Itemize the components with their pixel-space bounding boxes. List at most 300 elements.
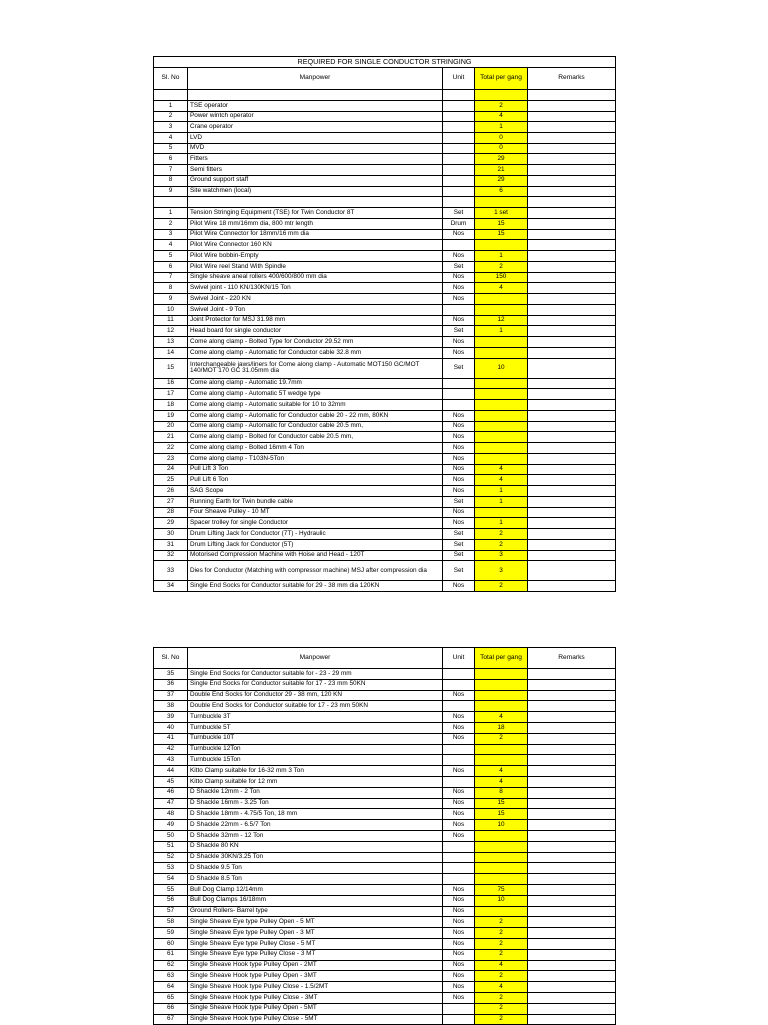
remarks-cell <box>528 539 616 550</box>
manpower-cell: Single Sheave Hook type Pulley Close - 5MT <box>188 1014 443 1025</box>
unit-cell: Set <box>443 529 475 540</box>
unit-cell: Nos <box>443 798 475 809</box>
total-cell: 21 <box>475 165 528 176</box>
unit-cell <box>443 143 475 154</box>
table-row <box>154 971 616 982</box>
table-part-2 <box>153 647 616 1025</box>
total-cell: 3 <box>475 561 528 581</box>
sl-no-cell: 2 <box>154 111 188 122</box>
sl-no-cell: 12 <box>154 326 188 337</box>
total-cell: 29 <box>475 175 528 186</box>
manpower-cell: Pilot Wire bobbin-Empty <box>188 251 443 262</box>
manpower-cell: Single End Socks for Conductor suitable for - 23 - 29 mm <box>188 669 443 680</box>
total-cell <box>475 744 528 755</box>
unit-cell: Nos <box>443 443 475 454</box>
empty-cell <box>528 90 616 101</box>
unit-cell <box>443 679 475 690</box>
total-cell: 15 <box>475 798 528 809</box>
remarks-cell <box>528 690 616 701</box>
table-row <box>154 518 616 529</box>
remarks-cell <box>528 550 616 561</box>
remarks-cell <box>528 733 616 744</box>
unit-cell: Nos <box>443 787 475 798</box>
sl-no-cell: 63 <box>154 971 188 982</box>
sl-no-cell: 56 <box>154 895 188 906</box>
manpower-cell: MVD <box>188 143 443 154</box>
total-cell: 2 <box>475 928 528 939</box>
remarks-cell <box>528 518 616 529</box>
table-row <box>154 906 616 917</box>
remarks-cell <box>528 218 616 229</box>
unit-cell <box>443 304 475 315</box>
remarks-cell <box>528 378 616 389</box>
unit-cell: Nos <box>443 971 475 982</box>
sl-no-cell: 58 <box>154 917 188 928</box>
manpower-cell: TSE operator <box>188 101 443 112</box>
table-row <box>154 776 616 787</box>
sl-no-cell: 9 <box>154 294 188 305</box>
unit-cell <box>443 186 475 197</box>
sl-no-cell: 13 <box>154 337 188 348</box>
remarks-cell <box>528 679 616 690</box>
sl-no-cell: 9 <box>154 186 188 197</box>
sl-no-cell: 60 <box>154 938 188 949</box>
unit-cell: Set <box>443 358 475 378</box>
header-total-per-gang: Total per gang <box>475 68 528 90</box>
manpower-cell: Turnbuckle 15Ton <box>188 755 443 766</box>
table-row <box>154 378 616 389</box>
manpower-cell: Drum Lifting Jack for Conductor (7T) - Hydraulic <box>188 529 443 540</box>
unit-cell <box>443 240 475 251</box>
table-row <box>154 421 616 432</box>
manpower-cell: Bull Dog Clamp 12/14mm <box>188 884 443 895</box>
unit-cell <box>443 101 475 112</box>
manpower-cell: LVD <box>188 133 443 144</box>
table-row <box>154 841 616 852</box>
sl-no-cell: 33 <box>154 561 188 581</box>
remarks-cell <box>528 776 616 787</box>
remarks-cell <box>528 101 616 112</box>
remarks-cell <box>528 874 616 885</box>
manpower-cell: Swivel Joint - 220 KN <box>188 294 443 305</box>
total-cell: 3 <box>475 550 528 561</box>
header-manpower: Manpower <box>188 648 443 669</box>
sl-no-cell: 11 <box>154 315 188 326</box>
table-row <box>154 133 616 144</box>
manpower-cell: Ground Rollers- Barrel type <box>188 906 443 917</box>
total-cell <box>475 240 528 251</box>
table-row <box>154 701 616 712</box>
sl-no-cell: 7 <box>154 165 188 176</box>
sl-no-cell: 23 <box>154 453 188 464</box>
sl-no-cell: 31 <box>154 539 188 550</box>
remarks-cell <box>528 111 616 122</box>
remarks-cell <box>528 906 616 917</box>
unit-cell <box>443 776 475 787</box>
header-unit: Unit <box>443 68 475 90</box>
table-row <box>154 464 616 475</box>
empty-cell <box>154 90 188 101</box>
total-cell: 1 <box>475 251 528 262</box>
table-row <box>154 690 616 701</box>
table-row <box>154 101 616 112</box>
manpower-cell: Single Sheave Hook type Pulley Open - 5MT <box>188 1003 443 1014</box>
total-cell <box>475 906 528 917</box>
table-row <box>154 283 616 294</box>
sl-no-cell: 55 <box>154 884 188 895</box>
table-row <box>154 122 616 133</box>
manpower-cell: Pilot Wire Connector for 18mm/16 mm dia <box>188 229 443 240</box>
sl-no-cell: 46 <box>154 787 188 798</box>
total-cell: 2 <box>475 1014 528 1025</box>
manpower-cell: Kitto Clamp suitable for 12 mm <box>188 776 443 787</box>
table-title: REQUIRED FOR SINGLE CONDUCTOR STRINGING <box>154 57 616 68</box>
total-cell: 15 <box>475 218 528 229</box>
table-row <box>154 539 616 550</box>
manpower-cell: D Shackle 80 KN <box>188 841 443 852</box>
manpower-cell: D Shackle 32mm - 12 Ton <box>188 830 443 841</box>
unit-cell <box>443 744 475 755</box>
remarks-cell <box>528 938 616 949</box>
sl-no-cell: 52 <box>154 852 188 863</box>
unit-cell: Nos <box>443 949 475 960</box>
unit-cell: Set <box>443 326 475 337</box>
sl-no-cell: 30 <box>154 529 188 540</box>
remarks-cell <box>528 304 616 315</box>
sl-no-cell: 3 <box>154 122 188 133</box>
manpower-cell: Single Sheave Hook type Pulley Open - 2MT <box>188 960 443 971</box>
table-row <box>154 884 616 895</box>
remarks-cell <box>528 143 616 154</box>
remarks-cell <box>528 841 616 852</box>
unit-cell: Nos <box>443 518 475 529</box>
sl-no-cell: 7 <box>154 272 188 283</box>
manpower-cell: Crane operator <box>188 122 443 133</box>
unit-cell <box>443 175 475 186</box>
manpower-cell: Fitters <box>188 154 443 165</box>
table-row <box>154 1003 616 1014</box>
manpower-cell: Pull Lift 3 Ton <box>188 464 443 475</box>
empty-cell <box>475 90 528 101</box>
table-row <box>154 453 616 464</box>
table-row <box>154 251 616 262</box>
unit-cell <box>443 852 475 863</box>
total-cell: 10 <box>475 895 528 906</box>
remarks-cell <box>528 820 616 831</box>
remarks-cell <box>528 294 616 305</box>
empty-cell <box>188 197 443 208</box>
unit-cell: Set <box>443 550 475 561</box>
sl-no-cell: 41 <box>154 733 188 744</box>
remarks-cell <box>528 581 616 592</box>
unit-cell <box>443 389 475 400</box>
manpower-cell: Semi fitters <box>188 165 443 176</box>
total-cell: 1 <box>475 486 528 497</box>
unit-cell: Nos <box>443 895 475 906</box>
sl-no-cell: 5 <box>154 143 188 154</box>
unit-cell: Nos <box>443 486 475 497</box>
total-cell: 4 <box>475 960 528 971</box>
table-row <box>154 949 616 960</box>
sl-no-cell: 62 <box>154 960 188 971</box>
remarks-cell <box>528 261 616 272</box>
manpower-cell: D Shackle 8.5 Ton <box>188 874 443 885</box>
remarks-cell <box>528 863 616 874</box>
unit-cell: Nos <box>443 712 475 723</box>
total-cell <box>475 830 528 841</box>
manpower-cell: Single Sheave Eye type Pulley Close - 3 MT <box>188 949 443 960</box>
table-row <box>154 389 616 400</box>
sl-no-cell: 40 <box>154 722 188 733</box>
table-row <box>154 744 616 755</box>
sl-no-cell: 17 <box>154 389 188 400</box>
total-cell: 2 <box>475 992 528 1003</box>
sl-no-cell: 39 <box>154 712 188 723</box>
manpower-cell: Single sheave aneal rollers 400/600/800 mm dia <box>188 272 443 283</box>
unit-cell: Set <box>443 539 475 550</box>
sl-no-cell: 28 <box>154 507 188 518</box>
manpower-cell: Motorised Compression Machine with Hoise and Head - 120T <box>188 550 443 561</box>
unit-cell <box>443 133 475 144</box>
unit-cell <box>443 701 475 712</box>
remarks-cell <box>528 486 616 497</box>
manpower-cell: Interchangeable jaws/liners for Come along clamp - Automatic MOT150 GC/MOT 140/MOT 170 GC 31.05mm dia <box>188 358 443 378</box>
remarks-cell <box>528 464 616 475</box>
unit-cell: Nos <box>443 410 475 421</box>
table-row <box>154 475 616 486</box>
total-cell <box>475 304 528 315</box>
remarks-cell <box>528 154 616 165</box>
remarks-cell <box>528 496 616 507</box>
remarks-cell <box>528 229 616 240</box>
table-row <box>154 863 616 874</box>
total-cell <box>475 432 528 443</box>
unit-cell: Nos <box>443 733 475 744</box>
manpower-cell: Site watchmen (local) <box>188 186 443 197</box>
remarks-cell <box>528 809 616 820</box>
header-sl-no: Sl. No <box>154 648 188 669</box>
sl-no-cell: 3 <box>154 229 188 240</box>
sl-no-cell: 19 <box>154 410 188 421</box>
sl-no-cell: 44 <box>154 766 188 777</box>
total-cell <box>475 337 528 348</box>
remarks-cell <box>528 165 616 176</box>
remarks-cell <box>528 186 616 197</box>
header-remarks: Remarks <box>528 68 616 90</box>
manpower-cell: Come along clamp - Bolted 16mm 4 Ton <box>188 443 443 454</box>
manpower-cell: Single Sheave Hook type Pulley Open - 3MT <box>188 971 443 982</box>
manpower-cell: Come along clamp - T103N-5Ton <box>188 453 443 464</box>
remarks-cell <box>528 669 616 680</box>
empty-cell <box>188 90 443 101</box>
table-row <box>154 111 616 122</box>
unit-cell: Nos <box>443 475 475 486</box>
manpower-cell: Single Sheave Eye type Pulley Open - 3 MT <box>188 928 443 939</box>
remarks-cell <box>528 389 616 400</box>
empty-cell <box>154 197 188 208</box>
unit-cell: Nos <box>443 830 475 841</box>
total-cell <box>475 507 528 518</box>
manpower-cell: D Shackle 12mm - 2 Ton <box>188 787 443 798</box>
total-cell: 6 <box>475 186 528 197</box>
manpower-cell: Come along clamp - Bolted for Conductor cable 20.5 mm, <box>188 432 443 443</box>
sl-no-cell: 64 <box>154 982 188 993</box>
remarks-cell <box>528 400 616 411</box>
total-cell: 10 <box>475 358 528 378</box>
total-cell: 4 <box>475 766 528 777</box>
total-cell: 12 <box>475 315 528 326</box>
total-cell <box>475 852 528 863</box>
table-row <box>154 261 616 272</box>
manpower-cell: D Shackle 16mm - 3.25 Ton <box>188 798 443 809</box>
total-cell <box>475 679 528 690</box>
unit-cell <box>443 1014 475 1025</box>
total-cell: 2 <box>475 1003 528 1014</box>
remarks-cell <box>528 529 616 540</box>
unit-cell <box>443 111 475 122</box>
total-cell: 2 <box>475 529 528 540</box>
table-row <box>154 165 616 176</box>
total-cell <box>475 874 528 885</box>
total-cell: 2 <box>475 539 528 550</box>
total-cell: 4 <box>475 283 528 294</box>
table-row <box>154 229 616 240</box>
unit-cell: Nos <box>443 906 475 917</box>
table-row <box>154 208 616 219</box>
remarks-cell <box>528 852 616 863</box>
spacer-row <box>154 197 616 208</box>
total-cell: 2 <box>475 733 528 744</box>
unit-cell: Set <box>443 496 475 507</box>
header-unit: Unit <box>443 648 475 669</box>
unit-cell: Nos <box>443 992 475 1003</box>
total-cell <box>475 410 528 421</box>
manpower-cell: Joint Protector for MSJ 31.98 mm <box>188 315 443 326</box>
table-row <box>154 432 616 443</box>
unit-cell: Nos <box>443 347 475 358</box>
remarks-cell <box>528 240 616 251</box>
table-row <box>154 272 616 283</box>
remarks-cell <box>528 337 616 348</box>
manpower-cell: Kitto Clamp suitable for 16-32 mm 3 Ton <box>188 766 443 777</box>
sl-no-cell: 54 <box>154 874 188 885</box>
sl-no-cell: 53 <box>154 863 188 874</box>
sl-no-cell: 25 <box>154 475 188 486</box>
remarks-cell <box>528 971 616 982</box>
table-row <box>154 733 616 744</box>
table-row <box>154 550 616 561</box>
sl-no-cell: 50 <box>154 830 188 841</box>
unit-cell: Nos <box>443 690 475 701</box>
unit-cell: Nos <box>443 432 475 443</box>
unit-cell: Nos <box>443 917 475 928</box>
total-cell: 75 <box>475 884 528 895</box>
unit-cell: Nos <box>443 928 475 939</box>
table-row <box>154 486 616 497</box>
manpower-cell: Swivel joint - 110 KN/130KN/15 Ton <box>188 283 443 294</box>
sl-no-cell: 59 <box>154 928 188 939</box>
remarks-cell <box>528 133 616 144</box>
total-cell <box>475 421 528 432</box>
remarks-cell <box>528 701 616 712</box>
total-cell: 1 <box>475 518 528 529</box>
sl-no-cell: 45 <box>154 776 188 787</box>
manpower-cell: D Shackle 9.5 Ton <box>188 863 443 874</box>
total-cell: 15 <box>475 809 528 820</box>
total-cell: 150 <box>475 272 528 283</box>
table-row <box>154 400 616 411</box>
table-row <box>154 820 616 831</box>
total-cell: 29 <box>475 154 528 165</box>
unit-cell: Set <box>443 208 475 219</box>
total-cell <box>475 755 528 766</box>
unit-cell: Nos <box>443 766 475 777</box>
total-cell: 2 <box>475 917 528 928</box>
header-total-per-gang: Total per gang <box>475 648 528 669</box>
remarks-cell <box>528 475 616 486</box>
total-cell <box>475 389 528 400</box>
total-cell <box>475 347 528 358</box>
empty-cell <box>475 197 528 208</box>
remarks-cell <box>528 453 616 464</box>
unit-cell <box>443 669 475 680</box>
total-cell <box>475 669 528 680</box>
remarks-cell <box>528 798 616 809</box>
sl-no-cell: 8 <box>154 175 188 186</box>
table-row <box>154 443 616 454</box>
table-row <box>154 679 616 690</box>
unit-cell: Nos <box>443 960 475 971</box>
unit-cell: Nos <box>443 453 475 464</box>
remarks-cell <box>528 175 616 186</box>
table-row <box>154 982 616 993</box>
total-cell <box>475 294 528 305</box>
manpower-cell: Tension Stringing Equipment (TSE) for Twin Conductor 8T <box>188 208 443 219</box>
manpower-cell: Come along clamp - Automatic for Conductor cable 32.8 mm <box>188 347 443 358</box>
total-cell <box>475 701 528 712</box>
manpower-cell: Single Sheave Hook type Pulley Close - 3MT <box>188 992 443 1003</box>
unit-cell: Nos <box>443 283 475 294</box>
total-cell: 2 <box>475 101 528 112</box>
table-row <box>154 787 616 798</box>
sl-no-cell: 4 <box>154 133 188 144</box>
table-row <box>154 712 616 723</box>
unit-cell: Nos <box>443 251 475 262</box>
remarks-cell <box>528 895 616 906</box>
remarks-cell <box>528 992 616 1003</box>
total-cell: 1 <box>475 326 528 337</box>
sl-no-cell: 6 <box>154 154 188 165</box>
table-row <box>154 358 616 378</box>
sl-no-cell: 43 <box>154 755 188 766</box>
manpower-cell: Bull Dog Clamps 16/18mm <box>188 895 443 906</box>
unit-cell: Nos <box>443 820 475 831</box>
total-cell: 18 <box>475 722 528 733</box>
empty-cell <box>528 197 616 208</box>
total-cell: 4 <box>475 464 528 475</box>
table-row <box>154 561 616 581</box>
remarks-cell <box>528 949 616 960</box>
table-part-1 <box>153 56 616 592</box>
manpower-cell: Pilot Wire reel Stand With Spindle <box>188 261 443 272</box>
table-row <box>154 669 616 680</box>
total-cell <box>475 863 528 874</box>
manpower-cell: Single Sheave Eye type Pulley Open - 5 MT <box>188 917 443 928</box>
remarks-cell <box>528 410 616 421</box>
total-cell <box>475 841 528 852</box>
sl-no-cell: 34 <box>154 581 188 592</box>
unit-cell: Nos <box>443 229 475 240</box>
